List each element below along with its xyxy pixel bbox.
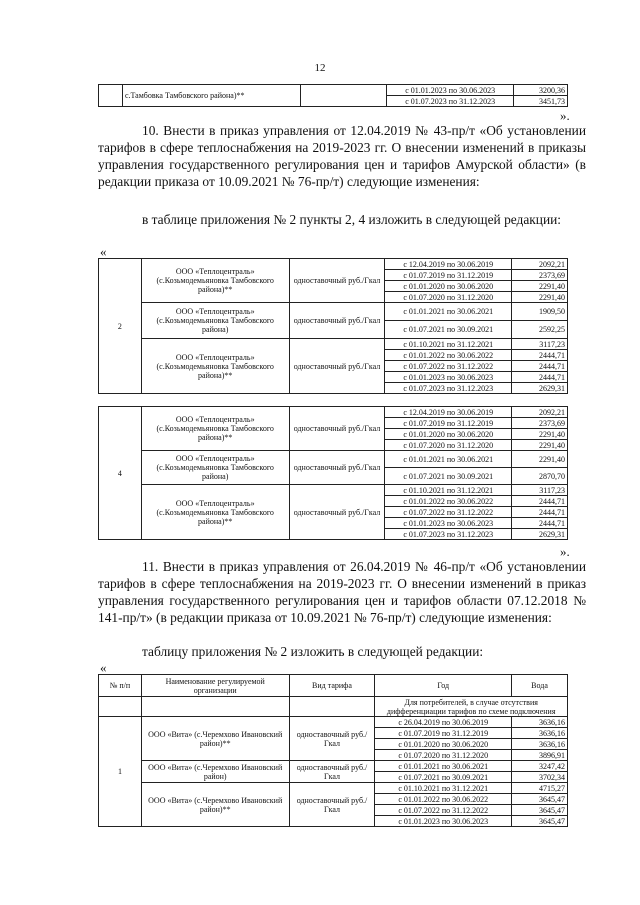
paragraph-11: 11. Внести в приказ управления от 26.04.2019 № 46-пр/т «Об установлении тарифов в сфере теплоснабжения на 2019-2023 гг. О внесении изменений в приказ управления государственного регулирования цен и тарифов области 07.12.2018 № 141-пр/т» (в редакции приказа от 10.09.2021 № 76-пр/т) следующие изменения: xyxy=(98,559,586,625)
period-cell: с 12.04.2019 по 30.06.2019 xyxy=(385,259,512,270)
tariff-type-cell: одноставочный руб./Гкал xyxy=(289,303,385,339)
tariff-table-item-2 xyxy=(98,258,568,394)
period-cell: с 01.01.2023 по 30.06.2023 xyxy=(387,85,514,96)
period-cell: с 12.04.2019 по 30.06.2019 xyxy=(385,407,512,418)
value-cell: 2870,70 xyxy=(512,468,568,485)
paragraph-10-sub: в таблице приложения № 2 пункты 2, 4 изложить в следующей редакции: xyxy=(142,212,562,227)
closing-quote: ». xyxy=(560,108,570,123)
period-cell: с 01.07.2019 по 31.12.2019 xyxy=(385,270,512,281)
value-cell: 2444,71 xyxy=(512,372,568,383)
period-cell: с 01.01.2021 по 30.06.2021 xyxy=(385,303,512,321)
org-cell: с.Тамбовка Тамбовского района)** xyxy=(122,85,300,107)
period-cell: с 01.07.2021 по 30.09.2021 xyxy=(385,321,512,339)
item-number: 1 xyxy=(99,717,142,827)
header-num: № п/п xyxy=(99,675,142,697)
org-cell: ООО «Вита» (с.Черемхово Ивановский район)** xyxy=(141,717,289,761)
period-cell: с 01.10.2021 по 31.12.2021 xyxy=(385,485,512,496)
period-cell: с 01.01.2022 по 30.06.2022 xyxy=(375,794,512,805)
consumers-note: Для потребителей, в случае отсутствия дифференциации тарифов по схеме подключения xyxy=(375,697,568,717)
value-cell: 3896,91 xyxy=(512,750,568,761)
org-cell: ООО «Вита» (с.Черемхово Ивановский район) xyxy=(141,761,289,783)
tariff-type-cell: одноставочный руб./Гкал xyxy=(289,259,385,303)
org-cell: ООО «Теплоцентраль» (с.Козьмодемьяновка Тамбовского района)** xyxy=(141,339,289,394)
value-cell: 2444,71 xyxy=(512,361,568,372)
value-cell: 3247,42 xyxy=(512,761,568,772)
period-cell: с 01.07.2019 по 31.12.2019 xyxy=(385,418,512,429)
value-cell: 2629,31 xyxy=(512,529,568,540)
period-cell: с 01.01.2021 по 30.06.2021 xyxy=(385,451,512,468)
tariff-type-cell: одноставочный руб./Гкал xyxy=(289,761,375,783)
period-cell: с 01.07.2020 по 31.12.2020 xyxy=(385,292,512,303)
value-cell: 2092,21 xyxy=(512,259,568,270)
opening-quote: « xyxy=(100,660,107,675)
header-org: Наименование регулируемой организации xyxy=(141,675,289,697)
period-cell: с 01.01.2020 по 30.06.2020 xyxy=(385,281,512,292)
period-cell: с 01.10.2021 по 31.12.2021 xyxy=(375,783,512,794)
org-cell: ООО «Теплоцентраль» (с.Козьмодемьяновка Тамбовского района) xyxy=(141,451,289,485)
value-cell: 2592,25 xyxy=(512,321,568,339)
paragraph-10: 10. Внести в приказ управления от 12.04.2019 № 43-пр/т «Об установлении тарифов в сфере теплоснабжения на 2019-2023 гг. О внесении изменений в приказы управления государственного регулирования цен и тарифов Амурской области» (в редакции приказа от 10.09.2021 № 76-пр/т) следующие изменения: xyxy=(98,123,586,189)
period-cell: с 01.07.2022 по 31.12.2022 xyxy=(385,361,512,372)
value-cell: 3636,16 xyxy=(512,739,568,750)
top-tariff-table xyxy=(98,84,568,107)
header-year: Год xyxy=(375,675,512,697)
period-cell: с 01.01.2020 по 30.06.2020 xyxy=(385,429,512,440)
period-cell: с 01.01.2022 по 30.06.2022 xyxy=(385,496,512,507)
period-cell: с 01.07.2023 по 31.12.2023 xyxy=(385,529,512,540)
item-number: 4 xyxy=(99,407,142,540)
org-cell: ООО «Теплоцентраль» (с.Козьмодемьяновка Тамбовского района)** xyxy=(141,407,289,451)
period-cell: с 01.01.2021 по 30.06.2021 xyxy=(375,761,512,772)
period-cell: с 01.07.2022 по 31.12.2022 xyxy=(385,507,512,518)
period-cell: с 01.07.2021 по 30.09.2021 xyxy=(375,772,512,783)
value-cell: 3645,47 xyxy=(512,816,568,827)
value-cell: 2291,40 xyxy=(512,451,568,468)
org-cell: ООО «Теплоцентраль» (с.Козьмодемьяновка Тамбовского района) xyxy=(141,303,289,339)
org-cell: ООО «Теплоцентраль» (с.Козьмодемьяновка Тамбовского района)** xyxy=(141,259,289,303)
tariff-table-section-11 xyxy=(98,674,568,827)
tariff-type-cell: одноставочный руб./Гкал xyxy=(289,451,385,485)
period-cell: с 26.04.2019 по 30.06.2019 xyxy=(375,717,512,728)
value-cell: 2629,31 xyxy=(512,383,568,394)
value-cell: 3200,36 xyxy=(514,85,568,96)
opening-quote: « xyxy=(100,244,107,259)
tariff-type-cell: одноставочный руб./Гкал xyxy=(289,783,375,827)
value-cell: 2444,71 xyxy=(512,507,568,518)
period-cell: с 01.07.2022 по 31.12.2022 xyxy=(375,805,512,816)
value-cell: 3636,16 xyxy=(512,728,568,739)
value-cell: 1909,50 xyxy=(512,303,568,321)
value-cell: 2444,71 xyxy=(512,350,568,361)
value-cell: 2291,40 xyxy=(512,440,568,451)
tariff-type-cell: одноставочный руб./Гкал xyxy=(289,485,385,540)
period-cell: с 01.01.2020 по 30.06.2020 xyxy=(375,739,512,750)
item-number: 2 xyxy=(99,259,142,394)
value-cell: 2291,40 xyxy=(512,292,568,303)
period-cell: с 01.07.2023 по 31.12.2023 xyxy=(385,383,512,394)
period-cell: с 01.01.2022 по 30.06.2022 xyxy=(385,350,512,361)
value-cell: 3117,23 xyxy=(512,339,568,350)
period-cell: с 01.01.2023 по 30.06.2023 xyxy=(385,518,512,529)
value-cell: 3117,23 xyxy=(512,485,568,496)
value-cell: 3645,47 xyxy=(512,805,568,816)
value-cell: 2291,40 xyxy=(512,429,568,440)
value-cell: 3451,73 xyxy=(514,96,568,107)
header-water: Вода xyxy=(512,675,568,697)
closing-quote: ». xyxy=(560,544,570,559)
period-cell: с 01.07.2021 по 30.09.2021 xyxy=(385,468,512,485)
value-cell: 2373,69 xyxy=(512,418,568,429)
period-cell: с 01.10.2021 по 31.12.2021 xyxy=(385,339,512,350)
value-cell: 2291,40 xyxy=(512,281,568,292)
value-cell: 4715,27 xyxy=(512,783,568,794)
period-cell: с 01.07.2019 по 31.12.2019 xyxy=(375,728,512,739)
value-cell: 3702,34 xyxy=(512,772,568,783)
value-cell: 2373,69 xyxy=(512,270,568,281)
value-cell: 2444,71 xyxy=(512,518,568,529)
paragraph-11-sub: таблицу приложения № 2 изложить в следующей редакции: xyxy=(142,644,484,659)
period-cell: с 01.07.2023 по 31.12.2023 xyxy=(387,96,514,107)
header-tariff-type: Вид тарифа xyxy=(289,675,375,697)
tariff-type-cell: одноставочный руб./Гкал xyxy=(289,407,385,451)
value-cell: 3645,47 xyxy=(512,794,568,805)
page-number: 12 xyxy=(314,62,326,74)
tariff-table-item-4 xyxy=(98,406,568,540)
value-cell: 2092,21 xyxy=(512,407,568,418)
period-cell: с 01.07.2020 по 31.12.2020 xyxy=(385,440,512,451)
period-cell: с 01.01.2023 по 30.06.2023 xyxy=(375,816,512,827)
org-cell: ООО «Теплоцентраль» (с.Козьмодемьяновка Тамбовского района)** xyxy=(141,485,289,540)
tariff-type-cell: одноставочный руб./Гкал xyxy=(289,339,385,394)
period-cell: с 01.01.2023 по 30.06.2023 xyxy=(385,372,512,383)
period-cell: с 01.07.2020 по 31.12.2020 xyxy=(375,750,512,761)
tariff-type-cell: одноставочный руб./Гкал xyxy=(289,717,375,761)
org-cell: ООО «Вита» (с.Черемхово Ивановский район)** xyxy=(141,783,289,827)
value-cell: 3636,16 xyxy=(512,717,568,728)
value-cell: 2444,71 xyxy=(512,496,568,507)
